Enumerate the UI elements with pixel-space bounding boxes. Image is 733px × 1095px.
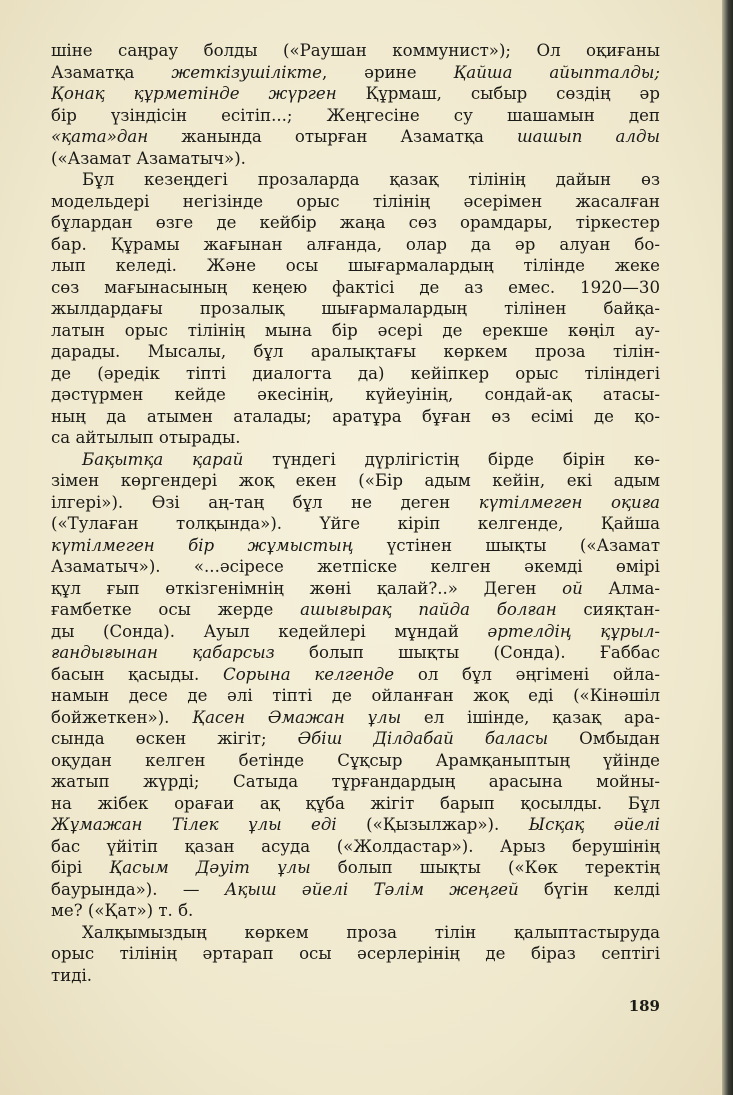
italic-example: Сорына келгенде bbox=[223, 664, 395, 684]
text-run: («Қызылжар»). bbox=[336, 815, 529, 834]
text-line bbox=[51, 169, 660, 191]
text-run: ол бұл әңгімені ойла- bbox=[394, 664, 660, 684]
text-line bbox=[51, 191, 660, 213]
page-number: 189 bbox=[628, 997, 660, 1015]
text-line bbox=[51, 341, 660, 363]
italic-example: Бақытқа қарай bbox=[82, 449, 244, 469]
text-run: сөз мағынасының кеңею фактісі де аз емес. 1920—30 bbox=[51, 277, 660, 297]
text-run: дарады. Мысалы, бұл аралықтағы көркем проза тілін- bbox=[51, 342, 660, 361]
text-run: («Тулаған толқында»). Үйге кіріп келгенде, Қайша bbox=[51, 514, 660, 533]
text-line bbox=[51, 685, 660, 707]
text-line bbox=[51, 857, 660, 879]
text-run: бір үзіндісін есітіп...; Жеңгесіне су шашамын деп bbox=[51, 105, 660, 125]
italic-example: күтілмеген бір жұмыстың bbox=[51, 535, 354, 555]
italic-example: «қата»дан bbox=[51, 127, 149, 146]
text-line bbox=[51, 750, 660, 772]
italic-example: ғандығынан қабарсыз bbox=[51, 643, 275, 662]
text-line bbox=[51, 492, 660, 514]
italic-example: Қайша айыпталды; bbox=[453, 62, 660, 82]
text-line bbox=[51, 879, 660, 901]
text-line bbox=[51, 277, 660, 299]
text-line bbox=[51, 728, 660, 750]
text-run: Алма- bbox=[582, 578, 660, 598]
text-line bbox=[51, 664, 660, 686]
text-run: Омбыдан bbox=[548, 729, 660, 748]
text-line bbox=[51, 126, 660, 148]
text-line bbox=[51, 578, 660, 600]
text-run: са айтылып отырады. bbox=[51, 428, 241, 447]
text-line bbox=[51, 62, 660, 84]
text-run: лып келеді. Және осы шығармалардың тілінде жеке bbox=[51, 256, 660, 275]
body-text bbox=[51, 40, 660, 986]
text-run: бар. Құрамы жағынан алғанда, олар да әр алуан бо- bbox=[51, 234, 660, 254]
text-run: басын қасыды. bbox=[51, 664, 223, 684]
text-line bbox=[51, 298, 660, 320]
text-line bbox=[51, 105, 660, 127]
text-run: Азаматыч»). «...әсіресе жетпіске келген әкемді өмірі bbox=[51, 557, 660, 576]
text-run: бойжеткен»). bbox=[51, 707, 193, 727]
text-line bbox=[51, 83, 660, 105]
italic-example: жеткізушілікте bbox=[171, 62, 323, 82]
text-line bbox=[51, 836, 660, 858]
text-run: тиді. bbox=[51, 965, 93, 985]
text-run: Азаматқа bbox=[51, 62, 172, 82]
italic-example: Ақыш әйелі Тәлім жеңгей bbox=[224, 879, 519, 899]
text-run: зімен көргендері жоқ екен («Бір адым кейін, екі адым bbox=[51, 471, 660, 490]
text-run: («Азамат Азаматыч»). bbox=[51, 148, 246, 168]
text-run: сияқтан- bbox=[556, 600, 660, 619]
italic-example: Әбіш Ділдабай баласы bbox=[297, 729, 549, 748]
text-run: болып шықты (Сонда). Ғаббас bbox=[274, 643, 660, 662]
italic-example: шашып алды bbox=[516, 127, 660, 146]
text-line bbox=[51, 40, 660, 62]
italic-example: күтілмеген оқиға bbox=[478, 492, 660, 512]
text-run: ның да атымен аталады; аратұра бұған өз есімі де қо- bbox=[51, 406, 660, 426]
text-line bbox=[51, 599, 660, 621]
text-run: ме? («Қат») т. б. bbox=[51, 901, 194, 920]
text-run: бірі bbox=[51, 858, 110, 877]
italic-example: Қасен Әмажан ұлы bbox=[192, 707, 402, 727]
text-run: құл ғып өткізгенімнің жөні қалай?..» Деген bbox=[51, 578, 563, 598]
italic-example: әртелдің құрыл- bbox=[487, 621, 660, 641]
text-run: жанында отырған Азаматқа bbox=[148, 127, 517, 146]
text-line bbox=[51, 965, 660, 987]
text-line bbox=[51, 363, 660, 385]
book-spine-shadow bbox=[722, 0, 733, 1095]
italic-example: Қонақ құрметінде жүрген bbox=[51, 84, 366, 103]
text-run: оқудан келген бетінде Сұқсыр Арамқаныптың үйінде bbox=[51, 750, 660, 770]
italic-example: ой bbox=[562, 578, 583, 598]
text-line bbox=[51, 513, 660, 535]
text-line bbox=[51, 771, 660, 793]
text-run: Халқымыздың көркем проза тілін қалыптастыруда bbox=[82, 922, 660, 942]
text-line bbox=[51, 384, 660, 406]
italic-example: Жұмажан Тілек ұлы еді bbox=[51, 815, 337, 834]
text-run: баурында»). — bbox=[51, 879, 225, 899]
text-line bbox=[51, 535, 660, 557]
text-run: Бұл кезеңдегі прозаларда қазақ тілінің дайын өз bbox=[82, 170, 660, 189]
text-line bbox=[51, 900, 660, 922]
text-run: болып шықты («Көк теректің bbox=[310, 858, 660, 877]
text-run: дәстүрмен кейде әкесінің, күйеуінің, сондай-ақ атасы- bbox=[51, 385, 660, 404]
text-run: ілгері»). Өзі аң-таң бұл не деген bbox=[51, 492, 479, 512]
text-line bbox=[51, 427, 660, 449]
text-run: ел ішінде, қазақ ара- bbox=[401, 707, 660, 727]
text-line bbox=[51, 707, 660, 729]
italic-example: Ысқақ әйелі bbox=[528, 815, 660, 834]
text-run: модельдері негізінде орыс тілінің әсерімен жасалған bbox=[51, 191, 660, 211]
text-run: бүгін келді bbox=[518, 879, 660, 899]
text-run: бас үйітіп қазан асуда («Жолдастар»). Арыз берушінің bbox=[51, 836, 660, 856]
text-line bbox=[51, 406, 660, 428]
text-line bbox=[51, 449, 660, 471]
text-line bbox=[51, 621, 660, 643]
text-run: намын десе де әлі тіпті де ойланған жоқ еді («Кінәшіл bbox=[51, 686, 660, 705]
text-line bbox=[51, 470, 660, 492]
text-line bbox=[51, 255, 660, 277]
text-line bbox=[51, 556, 660, 578]
text-line bbox=[51, 148, 660, 170]
text-run: жылдардағы прозалық шығармалардың тілінен байқа- bbox=[51, 299, 660, 318]
text-line bbox=[51, 922, 660, 944]
text-run: Құрмаш, сыбыр сөздің әр bbox=[365, 84, 660, 103]
text-run: үстінен шықты («Азамат bbox=[353, 535, 660, 555]
text-line bbox=[51, 234, 660, 256]
italic-example: Қасым Дәуіт ұлы bbox=[109, 858, 311, 877]
text-run: ды (Сонда). Ауыл кедейлері мұндай bbox=[51, 621, 488, 641]
text-run: орыс тілінің әртарап осы әсерлерінің де біраз септігі bbox=[51, 944, 660, 963]
text-run: де (әредік тіпті диалогта да) кейіпкер орыс тіліндегі bbox=[51, 363, 660, 383]
text-line bbox=[51, 793, 660, 815]
text-run: , әрине bbox=[322, 62, 454, 82]
text-run: түндегі дүрлігістің бірде бірін кө- bbox=[243, 449, 660, 469]
text-run: жатып жүрді; Сатыда тұрғандардың арасына мойны- bbox=[51, 772, 660, 791]
italic-example: ашығырақ пайда болған bbox=[300, 600, 557, 619]
text-run: шіне саңрау болды («Раушан коммунист»); Ол оқиғаны bbox=[51, 41, 660, 60]
text-line bbox=[51, 212, 660, 234]
text-line bbox=[51, 642, 660, 664]
text-run: на жібек орағаи ақ құба жігіт барып қосылды. Бұл bbox=[51, 793, 660, 813]
text-run: ғамбетке осы жерде bbox=[51, 600, 301, 619]
text-line bbox=[51, 320, 660, 342]
text-run: бұлардан өзге де кейбір жаңа сөз орамдары, тіркестер bbox=[51, 213, 660, 232]
text-line bbox=[51, 943, 660, 965]
text-run: сында өскен жігіт; bbox=[51, 729, 298, 748]
text-line bbox=[51, 814, 660, 836]
text-run: латын орыс тілінің мына бір әсері де ерекше көңіл ау- bbox=[51, 320, 660, 340]
